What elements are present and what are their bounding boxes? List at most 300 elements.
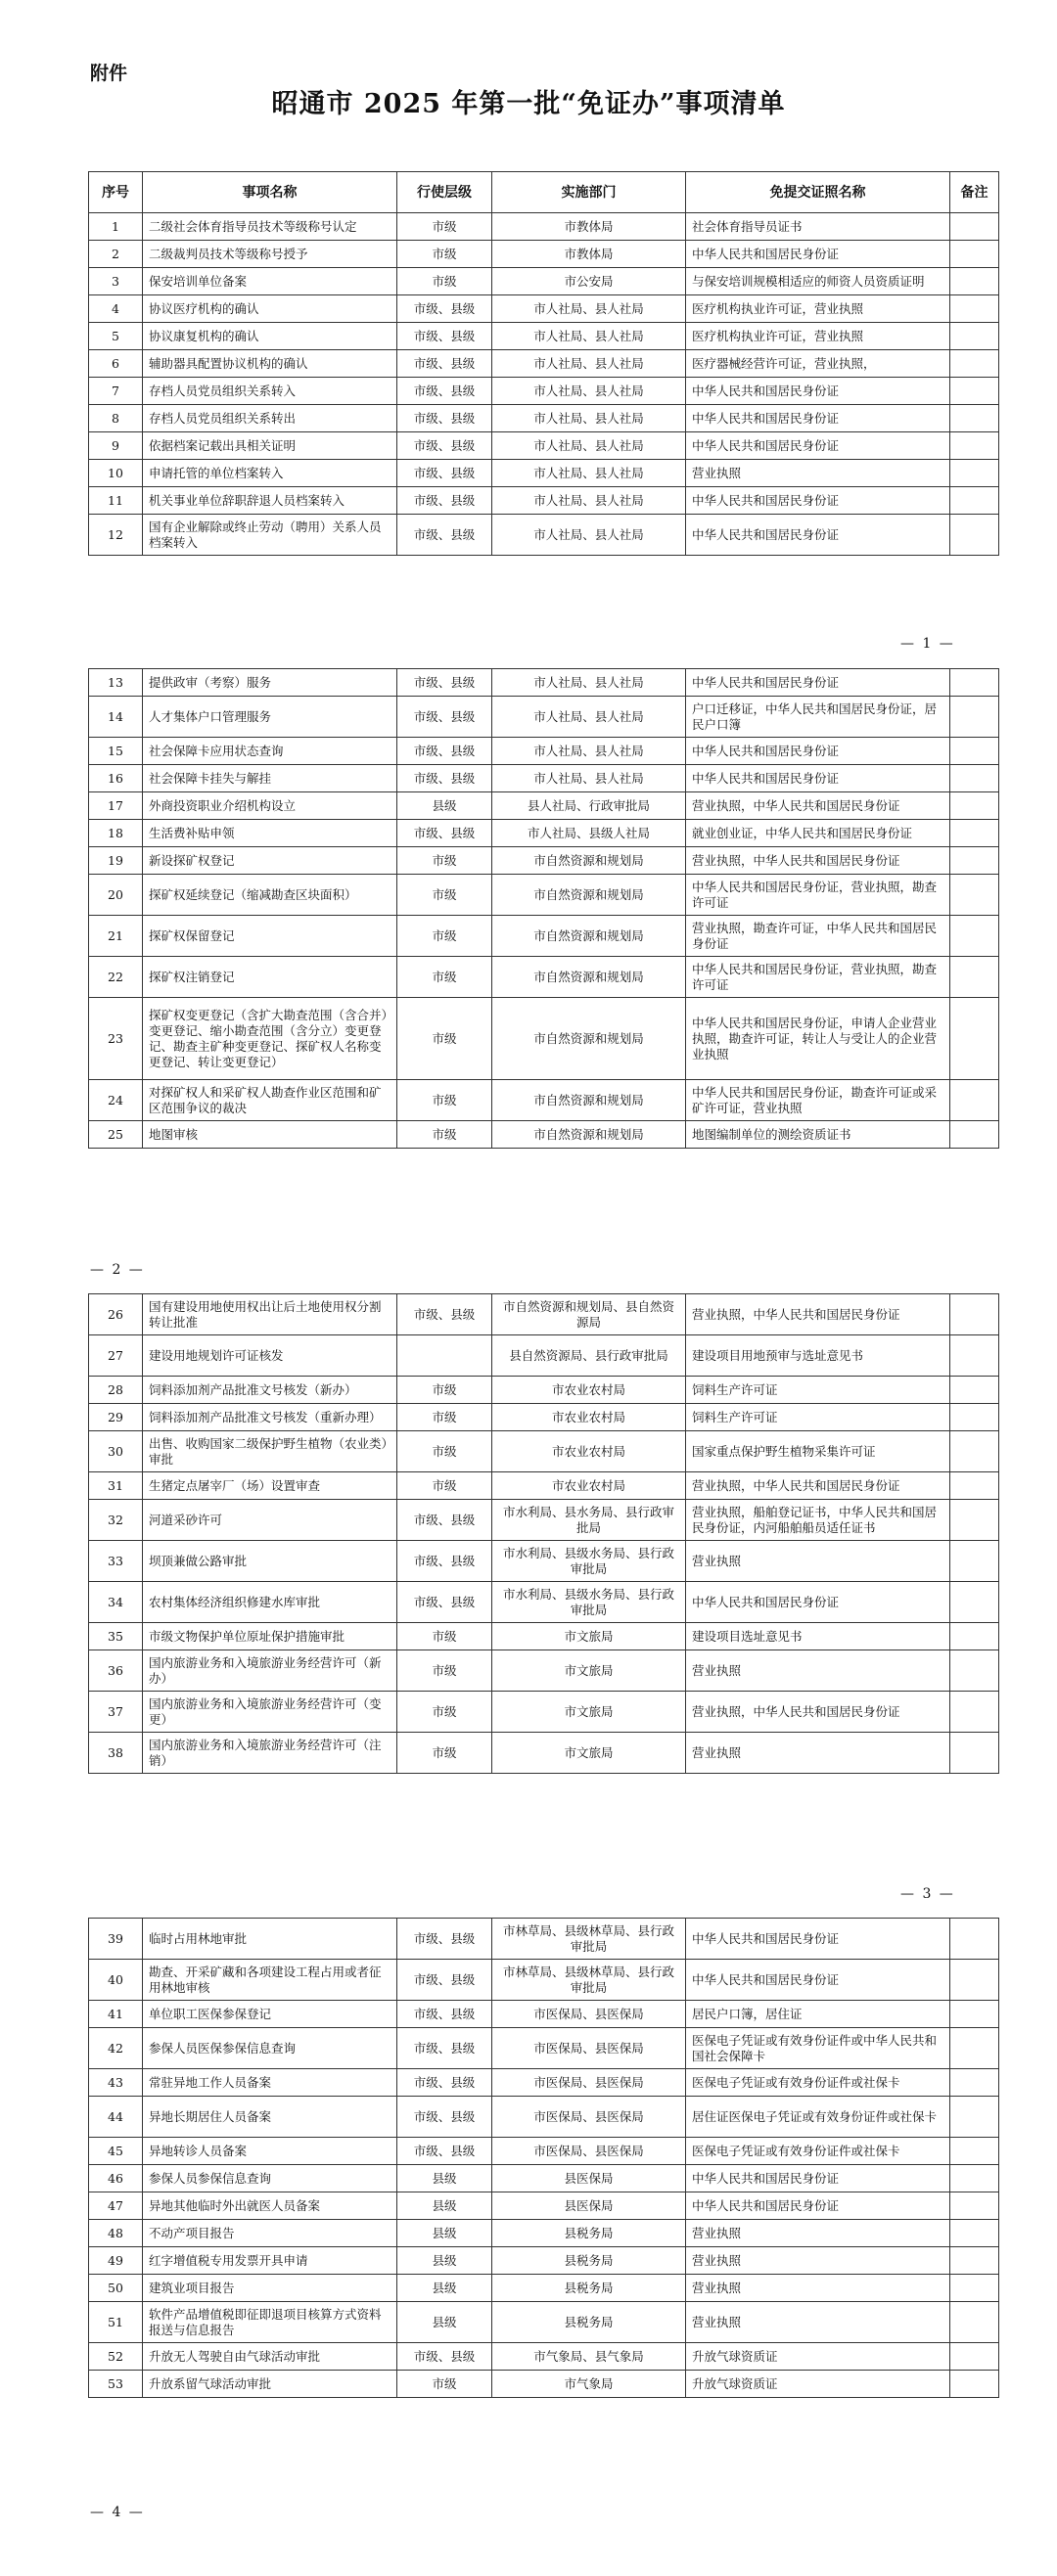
- department-cell: 县税务局: [492, 2220, 686, 2247]
- table-row: [89, 669, 999, 697]
- department-cell: 市自然资源和规划局: [492, 916, 686, 957]
- item-name-cell: 参保人员参保信息查询: [143, 2165, 397, 2192]
- remarks-cell: [950, 1650, 999, 1692]
- item-name-cell: 红字增值税专用发票开具申请: [143, 2247, 397, 2275]
- department-cell: 市自然资源和规划局: [492, 957, 686, 998]
- seq-cell: 40: [89, 1960, 143, 2001]
- certificate-cell: 饲料生产许可证: [686, 1377, 950, 1404]
- column-header: 备注: [950, 172, 999, 213]
- table-row: [89, 1960, 999, 2001]
- seq-cell: 26: [89, 1294, 143, 1335]
- seq-cell: 42: [89, 2028, 143, 2069]
- level-cell: 市级: [397, 998, 492, 1080]
- item-name-cell: 探矿权变更登记（含扩大勘查范围（含合并）变更登记、缩小勘查范围（含分立）变更登记、勘查主矿种变更登记、探矿权人名称变更登记、转让变更登记）: [143, 998, 397, 1080]
- certificate-cell: 医疗器械经营许可证，营业执照，: [686, 350, 950, 378]
- column-header: 序号: [89, 172, 143, 213]
- table-row: [89, 2192, 999, 2220]
- certificate-cell: 医疗机构执业许可证，营业执照: [686, 323, 950, 350]
- level-cell: [397, 1335, 492, 1377]
- remarks-cell: [950, 820, 999, 847]
- item-name-cell: 软件产品增值税即征即退项目核算方式资料报送与信息报告: [143, 2302, 397, 2343]
- level-cell: 市级、县级: [397, 697, 492, 738]
- certificate-cell: 居住证医保电子凭证或有效身份证件或社保卡: [686, 2097, 950, 2138]
- item-name-cell: 申请托管的单位档案转入: [143, 460, 397, 487]
- seq-cell: 1: [89, 213, 143, 241]
- department-cell: 县税务局: [492, 2302, 686, 2343]
- table-row: [89, 213, 999, 241]
- level-cell: 市级、县级: [397, 323, 492, 350]
- department-cell: 市文旅局: [492, 1650, 686, 1692]
- certificate-cell: 建设项目用地预审与选址意见书: [686, 1335, 950, 1377]
- department-cell: 市人社局、县人社局: [492, 765, 686, 792]
- level-cell: 县级: [397, 2192, 492, 2220]
- level-cell: 市级: [397, 1121, 492, 1149]
- item-name-cell: 二级裁判员技术等级称号授予: [143, 241, 397, 268]
- certificate-cell: 营业执照，中华人民共和国居民身份证: [686, 1294, 950, 1335]
- table-row: [89, 957, 999, 998]
- certificate-cell: 中华人民共和国居民身份证: [686, 487, 950, 515]
- item-name-cell: 国内旅游业务和入境旅游业务经营许可（变更）: [143, 1692, 397, 1733]
- department-cell: 市林草局、县级林草局、县行政审批局: [492, 1960, 686, 2001]
- certificate-cell: 营业执照: [686, 2247, 950, 2275]
- certificate-cell: 国家重点保护野生植物采集许可证: [686, 1431, 950, 1472]
- seq-cell: 13: [89, 669, 143, 697]
- level-cell: 市级、县级: [397, 1582, 492, 1623]
- certificate-cell: 中华人民共和国居民身份证，申请人企业营业执照，勘查许可证，转让人与受让人的企业营业执照: [686, 998, 950, 1080]
- certificate-cell: 中华人民共和国居民身份证: [686, 515, 950, 556]
- remarks-cell: [950, 738, 999, 765]
- remarks-cell: [950, 2220, 999, 2247]
- remarks-cell: [950, 295, 999, 323]
- level-cell: 市级: [397, 1733, 492, 1774]
- item-name-cell: 建筑业项目报告: [143, 2275, 397, 2302]
- table-row: [89, 515, 999, 556]
- seq-cell: 38: [89, 1733, 143, 1774]
- remarks-cell: [950, 1431, 999, 1472]
- department-cell: 市自然资源和规划局: [492, 998, 686, 1080]
- level-cell: 市级: [397, 1623, 492, 1650]
- level-cell: 市级、县级: [397, 515, 492, 556]
- item-name-cell: 临时占用林地审批: [143, 1919, 397, 1960]
- item-name-cell: 辅助器具配置协议机构的确认: [143, 350, 397, 378]
- remarks-cell: [950, 916, 999, 957]
- seq-cell: 31: [89, 1472, 143, 1500]
- department-cell: 市人社局、县人社局: [492, 295, 686, 323]
- department-cell: 市人社局、县人社局: [492, 350, 686, 378]
- department-cell: 市医保局、县医保局: [492, 2097, 686, 2138]
- level-cell: 市级、县级: [397, 487, 492, 515]
- remarks-cell: [950, 1582, 999, 1623]
- department-cell: 市教体局: [492, 213, 686, 241]
- table-row: [89, 820, 999, 847]
- seq-cell: 12: [89, 515, 143, 556]
- seq-cell: 33: [89, 1541, 143, 1582]
- certificate-cell: 医疗机构执业许可证，营业执照: [686, 295, 950, 323]
- certificate-cell: 营业执照: [686, 2220, 950, 2247]
- level-cell: 市级、县级: [397, 350, 492, 378]
- level-cell: 市级、县级: [397, 2138, 492, 2165]
- item-name-cell: 人才集体户口管理服务: [143, 697, 397, 738]
- table-row: [89, 998, 999, 1080]
- certificate-cell: 营业执照: [686, 1541, 950, 1582]
- certificate-cell: 中华人民共和国居民身份证: [686, 669, 950, 697]
- department-cell: 市医保局、县医保局: [492, 2001, 686, 2028]
- page-number-3: — 3 —: [900, 1886, 955, 1902]
- item-name-cell: 升放无人驾驶自由气球活动审批: [143, 2343, 397, 2371]
- level-cell: 市级: [397, 875, 492, 916]
- level-cell: 市级、县级: [397, 2028, 492, 2069]
- table-row: [89, 487, 999, 515]
- seq-cell: 44: [89, 2097, 143, 2138]
- table-row: [89, 2247, 999, 2275]
- table-row: [89, 1335, 999, 1377]
- level-cell: 市级: [397, 1404, 492, 1431]
- department-cell: 县医保局: [492, 2192, 686, 2220]
- item-name-cell: 市级文物保护单位原址保护措施审批: [143, 1623, 397, 1650]
- department-cell: 市水利局、县级水务局、县行政审批局: [492, 1582, 686, 1623]
- table-row: [89, 2028, 999, 2069]
- certificate-cell: 营业执照: [686, 1733, 950, 1774]
- item-name-cell: 二级社会体育指导员技术等级称号认定: [143, 213, 397, 241]
- page-number-2: — 2 —: [90, 1262, 145, 1278]
- seq-cell: 17: [89, 792, 143, 820]
- table-row: [89, 1733, 999, 1774]
- certificate-cell: 中华人民共和国居民身份证: [686, 738, 950, 765]
- level-cell: 市级: [397, 2371, 492, 2398]
- level-cell: 市级: [397, 1650, 492, 1692]
- level-cell: 市级: [397, 213, 492, 241]
- item-name-cell: 提供政审（考察）服务: [143, 669, 397, 697]
- seq-cell: 53: [89, 2371, 143, 2398]
- seq-cell: 39: [89, 1919, 143, 1960]
- remarks-cell: [950, 1541, 999, 1582]
- level-cell: 县级: [397, 2165, 492, 2192]
- level-cell: 市级: [397, 1472, 492, 1500]
- item-name-cell: 存档人员党员组织关系转入: [143, 378, 397, 405]
- table-row: [89, 875, 999, 916]
- department-cell: 县税务局: [492, 2247, 686, 2275]
- department-cell: 市人社局、县人社局: [492, 323, 686, 350]
- item-name-cell: 探矿权延续登记（缩减勘查区块面积）: [143, 875, 397, 916]
- seq-cell: 48: [89, 2220, 143, 2247]
- item-table-page-4: [88, 1918, 999, 2398]
- seq-cell: 22: [89, 957, 143, 998]
- seq-cell: 51: [89, 2302, 143, 2343]
- seq-cell: 3: [89, 268, 143, 295]
- item-name-cell: 异地转诊人员备案: [143, 2138, 397, 2165]
- remarks-cell: [950, 697, 999, 738]
- seq-cell: 49: [89, 2247, 143, 2275]
- remarks-cell: [950, 1960, 999, 2001]
- item-name-cell: 协议医疗机构的确认: [143, 295, 397, 323]
- department-cell: 市人社局、县人社局: [492, 432, 686, 460]
- item-name-cell: 生活费补贴申领: [143, 820, 397, 847]
- department-cell: 市气象局、县气象局: [492, 2343, 686, 2371]
- level-cell: 市级、县级: [397, 738, 492, 765]
- level-cell: 市级: [397, 1431, 492, 1472]
- remarks-cell: [950, 432, 999, 460]
- table-row: [89, 295, 999, 323]
- department-cell: 市人社局、县人社局: [492, 460, 686, 487]
- level-cell: 市级: [397, 268, 492, 295]
- certificate-cell: 建设项目选址意见书: [686, 1623, 950, 1650]
- item-name-cell: 对探矿权人和采矿权人勘查作业区范围和矿区范围争议的裁决: [143, 1080, 397, 1121]
- remarks-cell: [950, 2371, 999, 2398]
- level-cell: 市级: [397, 241, 492, 268]
- certificate-cell: 中华人民共和国居民身份证，营业执照，勘查许可证: [686, 957, 950, 998]
- seq-cell: 27: [89, 1335, 143, 1377]
- remarks-cell: [950, 2192, 999, 2220]
- seq-cell: 16: [89, 765, 143, 792]
- certificate-cell: 地图编制单位的测绘资质证书: [686, 1121, 950, 1149]
- table-row: [89, 1377, 999, 1404]
- table-row: [89, 765, 999, 792]
- remarks-cell: [950, 350, 999, 378]
- item-name-cell: 新设探矿权登记: [143, 847, 397, 875]
- remarks-cell: [950, 998, 999, 1080]
- item-name-cell: 依据档案记载出具相关证明: [143, 432, 397, 460]
- remarks-cell: [950, 669, 999, 697]
- level-cell: 市级: [397, 847, 492, 875]
- seq-cell: 25: [89, 1121, 143, 1149]
- attachment-label: 附件: [90, 63, 128, 84]
- seq-cell: 20: [89, 875, 143, 916]
- item-table-page-3: [88, 1293, 999, 1774]
- remarks-cell: [950, 1294, 999, 1335]
- table-row: [89, 2138, 999, 2165]
- seq-cell: 35: [89, 1623, 143, 1650]
- seq-cell: 11: [89, 487, 143, 515]
- department-cell: 市人社局、县人社局: [492, 669, 686, 697]
- department-cell: 县自然资源局、县行政审批局: [492, 1335, 686, 1377]
- item-name-cell: 存档人员党员组织关系转出: [143, 405, 397, 432]
- certificate-cell: 中华人民共和国居民身份证: [686, 405, 950, 432]
- seq-cell: 36: [89, 1650, 143, 1692]
- level-cell: 市级、县级: [397, 2097, 492, 2138]
- item-name-cell: 机关事业单位辞职辞退人员档案转入: [143, 487, 397, 515]
- table-row: [89, 1623, 999, 1650]
- department-cell: 市自然资源和规划局: [492, 847, 686, 875]
- seq-cell: 37: [89, 1692, 143, 1733]
- table-row: [89, 323, 999, 350]
- department-cell: 市水利局、县水务局、县行政审批局: [492, 1500, 686, 1541]
- table-row: [89, 2275, 999, 2302]
- remarks-cell: [950, 1692, 999, 1733]
- level-cell: 市级: [397, 916, 492, 957]
- page-title: 昭通市 2025 年第一批“免证办”事项清单: [271, 89, 786, 119]
- certificate-cell: 饲料生产许可证: [686, 1404, 950, 1431]
- remarks-cell: [950, 1080, 999, 1121]
- level-cell: 市级、县级: [397, 432, 492, 460]
- seq-cell: 15: [89, 738, 143, 765]
- certificate-cell: 营业执照: [686, 460, 950, 487]
- certificate-cell: 与保安培训规模相适应的师资人员资质证明: [686, 268, 950, 295]
- level-cell: 市级: [397, 1080, 492, 1121]
- seq-cell: 8: [89, 405, 143, 432]
- item-name-cell: 国内旅游业务和入境旅游业务经营许可（注销）: [143, 1733, 397, 1774]
- certificate-cell: 升放气球资质证: [686, 2343, 950, 2371]
- item-name-cell: 勘查、开采矿藏和各项建设工程占用或者征用林地审核: [143, 1960, 397, 2001]
- item-name-cell: 单位职工医保参保登记: [143, 2001, 397, 2028]
- table-row: [89, 916, 999, 957]
- table-row: [89, 2371, 999, 2398]
- certificate-cell: 医保电子凭证或有效身份证件或中华人民共和国社会保障卡: [686, 2028, 950, 2069]
- table-row: [89, 792, 999, 820]
- level-cell: 市级、县级: [397, 1919, 492, 1960]
- department-cell: 市自然资源和规划局: [492, 1080, 686, 1121]
- department-cell: 市农业农村局: [492, 1377, 686, 1404]
- remarks-cell: [950, 2275, 999, 2302]
- seq-cell: 45: [89, 2138, 143, 2165]
- department-cell: 市医保局、县医保局: [492, 2069, 686, 2097]
- remarks-cell: [950, 2302, 999, 2343]
- remarks-cell: [950, 765, 999, 792]
- certificate-cell: 中华人民共和国居民身份证: [686, 378, 950, 405]
- item-name-cell: 国有建设用地使用权出让后土地使用权分割转让批准: [143, 1294, 397, 1335]
- table-row: [89, 1500, 999, 1541]
- remarks-cell: [950, 1472, 999, 1500]
- table-row: [89, 378, 999, 405]
- table-row: [89, 2220, 999, 2247]
- remarks-cell: [950, 323, 999, 350]
- remarks-cell: [950, 1919, 999, 1960]
- seq-cell: 29: [89, 1404, 143, 1431]
- level-cell: 市级、县级: [397, 765, 492, 792]
- table-row: [89, 2069, 999, 2097]
- item-name-cell: 建设用地规划许可证核发: [143, 1335, 397, 1377]
- remarks-cell: [950, 213, 999, 241]
- department-cell: 市农业农村局: [492, 1472, 686, 1500]
- seq-cell: 23: [89, 998, 143, 1080]
- item-name-cell: 社会保障卡挂失与解挂: [143, 765, 397, 792]
- seq-cell: 10: [89, 460, 143, 487]
- remarks-cell: [950, 268, 999, 295]
- certificate-cell: 中华人民共和国居民身份证: [686, 2192, 950, 2220]
- department-cell: 市农业农村局: [492, 1404, 686, 1431]
- certificate-cell: 中华人民共和国居民身份证: [686, 1582, 950, 1623]
- table-row: [89, 1121, 999, 1149]
- remarks-cell: [950, 957, 999, 998]
- seq-cell: 14: [89, 697, 143, 738]
- item-name-cell: 坝顶兼做公路审批: [143, 1541, 397, 1582]
- table-row: [89, 1919, 999, 1960]
- level-cell: 市级、县级: [397, 2343, 492, 2371]
- level-cell: 市级、县级: [397, 820, 492, 847]
- certificate-cell: 医保电子凭证或有效身份证件或社保卡: [686, 2138, 950, 2165]
- column-header: 免提交证照名称: [686, 172, 950, 213]
- level-cell: 市级、县级: [397, 1294, 492, 1335]
- remarks-cell: [950, 1623, 999, 1650]
- table-header-row: [89, 172, 999, 213]
- department-cell: 市人社局、县人社局: [492, 405, 686, 432]
- item-name-cell: 出售、收购国家二级保护野生植物（农业类）审批: [143, 1431, 397, 1472]
- seq-cell: 18: [89, 820, 143, 847]
- seq-cell: 21: [89, 916, 143, 957]
- table-row: [89, 1080, 999, 1121]
- column-header: 实施部门: [492, 172, 686, 213]
- item-name-cell: 异地长期居住人员备案: [143, 2097, 397, 2138]
- page-number-4: — 4 —: [90, 2505, 145, 2520]
- table-row: [89, 350, 999, 378]
- table-row: [89, 2097, 999, 2138]
- seq-cell: 2: [89, 241, 143, 268]
- remarks-cell: [950, 1733, 999, 1774]
- table-row: [89, 1541, 999, 1582]
- certificate-cell: 医保电子凭证或有效身份证件或社保卡: [686, 2069, 950, 2097]
- table-row: [89, 241, 999, 268]
- level-cell: 县级: [397, 2275, 492, 2302]
- level-cell: 市级: [397, 1692, 492, 1733]
- table-row: [89, 847, 999, 875]
- department-cell: 市人社局、县人社局: [492, 515, 686, 556]
- department-cell: 市自然资源和规划局: [492, 1121, 686, 1149]
- seq-cell: 34: [89, 1582, 143, 1623]
- certificate-cell: 营业执照，船舶登记证书，中华人民共和国居民身份证，内河船舶船员适任证书: [686, 1500, 950, 1541]
- level-cell: 市级、县级: [397, 2069, 492, 2097]
- item-name-cell: 饲料添加剂产品批准文号核发（重新办理）: [143, 1404, 397, 1431]
- certificate-cell: 中华人民共和国居民身份证: [686, 2165, 950, 2192]
- remarks-cell: [950, 487, 999, 515]
- table-row: [89, 2302, 999, 2343]
- department-cell: 市教体局: [492, 241, 686, 268]
- level-cell: 市级、县级: [397, 1960, 492, 2001]
- table-row: [89, 2343, 999, 2371]
- level-cell: 市级、县级: [397, 378, 492, 405]
- level-cell: 市级、县级: [397, 405, 492, 432]
- department-cell: 县税务局: [492, 2275, 686, 2302]
- column-header: 行使层级: [397, 172, 492, 213]
- certificate-cell: 营业执照，中华人民共和国居民身份证: [686, 1692, 950, 1733]
- item-name-cell: 常驻异地工作人员备案: [143, 2069, 397, 2097]
- seq-cell: 24: [89, 1080, 143, 1121]
- department-cell: 市自然资源和规划局: [492, 875, 686, 916]
- table-row: [89, 1294, 999, 1335]
- department-cell: 市气象局: [492, 2371, 686, 2398]
- remarks-cell: [950, 241, 999, 268]
- remarks-cell: [950, 2097, 999, 2138]
- level-cell: 县级: [397, 792, 492, 820]
- department-cell: 市林草局、县级林草局、县行政审批局: [492, 1919, 686, 1960]
- department-cell: 市自然资源和规划局、县自然资源局: [492, 1294, 686, 1335]
- seq-cell: 9: [89, 432, 143, 460]
- certificate-cell: 中华人民共和国居民身份证，勘查许可证或采矿许可证，营业执照: [686, 1080, 950, 1121]
- seq-cell: 43: [89, 2069, 143, 2097]
- level-cell: 市级、县级: [397, 1500, 492, 1541]
- seq-cell: 46: [89, 2165, 143, 2192]
- item-name-cell: 地图审核: [143, 1121, 397, 1149]
- table-row: [89, 1582, 999, 1623]
- department-cell: 市医保局、县医保局: [492, 2138, 686, 2165]
- certificate-cell: 营业执照，中华人民共和国居民身份证: [686, 792, 950, 820]
- seq-cell: 41: [89, 2001, 143, 2028]
- item-name-cell: 协议康复机构的确认: [143, 323, 397, 350]
- remarks-cell: [950, 2069, 999, 2097]
- level-cell: 市级、县级: [397, 295, 492, 323]
- item-name-cell: 国有企业解除或终止劳动（聘用）关系人员档案转入: [143, 515, 397, 556]
- certificate-cell: 居民户口簿，居住证: [686, 2001, 950, 2028]
- remarks-cell: [950, 460, 999, 487]
- department-cell: 市人社局、县人社局: [492, 738, 686, 765]
- department-cell: 市农业农村局: [492, 1431, 686, 1472]
- page-number-1: — 1 —: [900, 636, 955, 652]
- table-row: [89, 1650, 999, 1692]
- table-row: [89, 432, 999, 460]
- remarks-cell: [950, 515, 999, 556]
- certificate-cell: 升放气球资质证: [686, 2371, 950, 2398]
- level-cell: 市级、县级: [397, 460, 492, 487]
- level-cell: 市级、县级: [397, 669, 492, 697]
- certificate-cell: 中华人民共和国居民身份证: [686, 1960, 950, 2001]
